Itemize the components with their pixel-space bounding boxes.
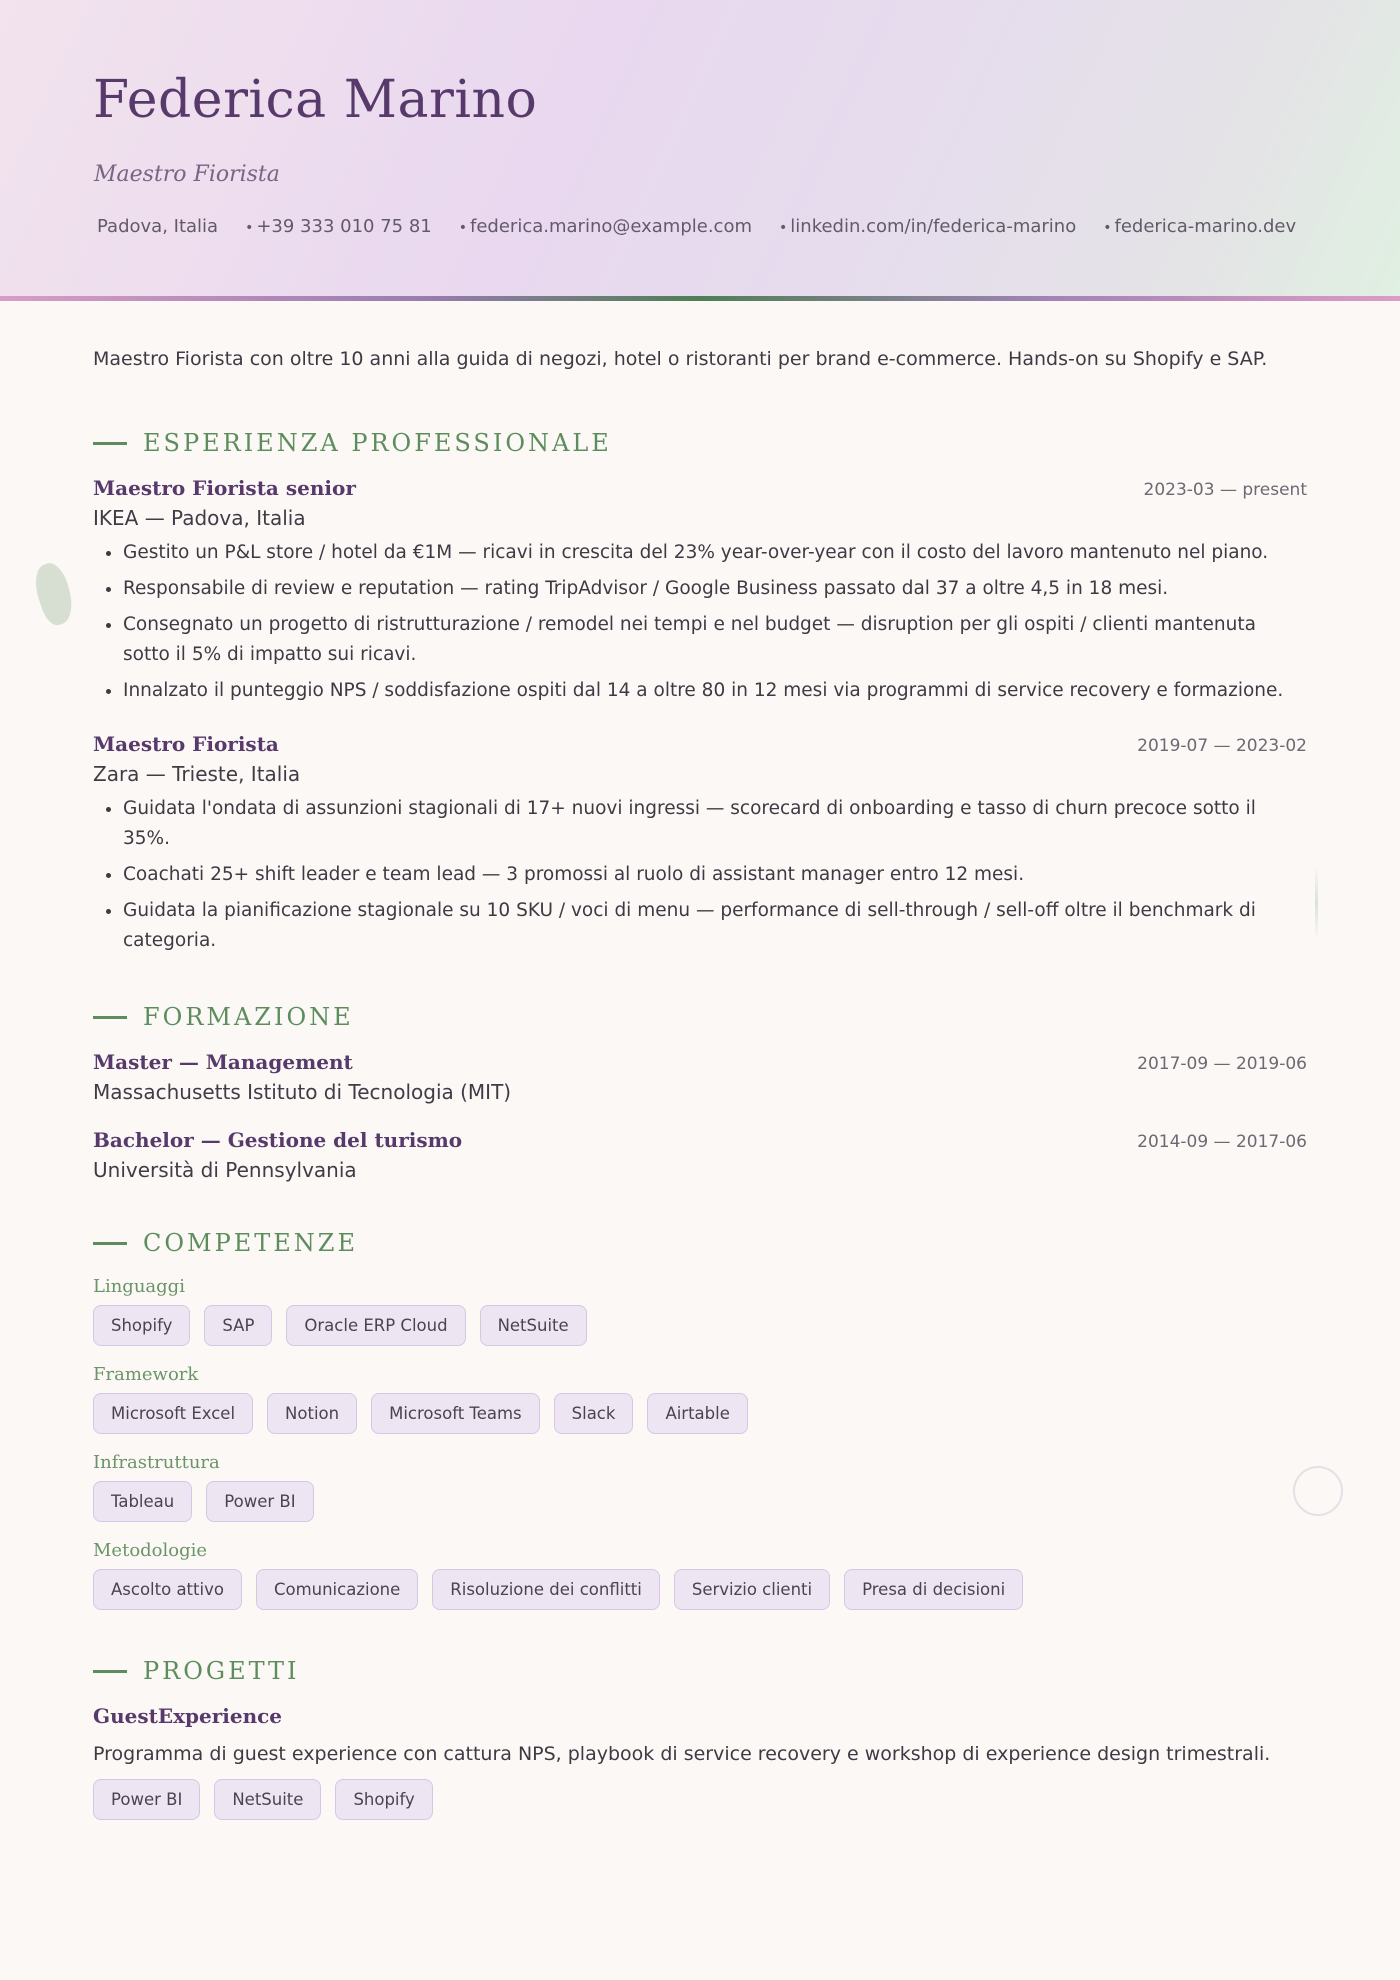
job-bullet: • Responsabile di review e reputation — rating TripAdvisor / Google Business passato dal 37 a oltre 4,5 in 18 mesi.	[123, 574, 1307, 604]
project-tag: Power BI	[93, 1779, 200, 1820]
degree-title: Bachelor — Gestione del turismo	[93, 1128, 463, 1152]
skill-tag: Microsoft Teams	[371, 1393, 540, 1434]
education-item	[93, 1128, 1307, 1182]
skill-tags	[93, 1481, 1307, 1522]
section-dash	[93, 1242, 127, 1245]
contact-location: Padova, Italia	[97, 216, 219, 237]
project-tags	[93, 1779, 1307, 1820]
job-bullet: • Consegnato un progetto di ristrutturazione / remodel nei tempi e nel budget — disruption per gli ospiti / clienti mantenuta sotto il 5% di impatto sui ricavi.	[123, 610, 1307, 670]
skill-tags	[93, 1305, 1307, 1346]
job-bullet: • Guidata la pianificazione stagionale su 10 SKU / voci di menu — performance di sell-through / sell-off oltre il benchmark di categoria.	[123, 896, 1307, 956]
job-dates: 2023-03 — present	[1143, 480, 1307, 500]
job-bullet: • Gestito un P&L store / hotel da €1M — ricavi in crescita del 23% year-over-year con il costo del lavoro mantenuto nel piano.	[123, 538, 1307, 568]
degree-dates: 2017-09 — 2019-06	[1137, 1054, 1307, 1074]
skill-tag: Microsoft Excel	[93, 1393, 253, 1434]
skill-tag: Notion	[267, 1393, 357, 1434]
skill-tag: Slack	[554, 1393, 634, 1434]
degree-institution: Massachusetts Istituto di Tecnologia (MIT)	[93, 1080, 512, 1104]
header-divider	[0, 296, 1400, 301]
skill-tag: Oracle ERP Cloud	[286, 1305, 465, 1346]
degree-dates: 2014-09 — 2017-06	[1137, 1132, 1307, 1152]
project-description: Programma di guest experience con cattura NPS, playbook di service recovery e workshop di experience design trimestrali.	[93, 1743, 1271, 1765]
education-item	[93, 1050, 1307, 1104]
skill-tag: Power BI	[206, 1481, 313, 1522]
job-dates: 2019-07 — 2023-02	[1137, 736, 1307, 756]
header-banner	[0, 0, 1400, 297]
skill-tags	[93, 1569, 1307, 1610]
candidate-name: Federica Marino	[93, 70, 538, 130]
job-bullet: • Innalzato il punteggio NPS / soddisfazione ospiti dal 14 a oltre 80 in 12 mesi via programmi di service recovery e formazione.	[123, 676, 1307, 706]
skill-tags	[93, 1393, 1307, 1434]
skill-tag: Presa di decisioni	[844, 1569, 1023, 1610]
contact-email[interactable]: • federica.marino@example.com	[458, 216, 753, 237]
contact-website[interactable]: • federica-marino.dev	[1103, 216, 1297, 237]
degree-title: Master — Management	[93, 1050, 353, 1074]
project-title: GuestExperience	[93, 1704, 283, 1728]
section-skills-heading: COMPETENZE	[93, 1222, 1307, 1264]
skill-category-label: Framework	[93, 1364, 199, 1385]
skill-tag: SAP	[204, 1305, 272, 1346]
section-experience-heading: ESPERIENZA PROFESSIONALE	[93, 422, 1307, 464]
skill-tag: Shopify	[93, 1305, 190, 1346]
skill-tag: Servizio clienti	[674, 1569, 830, 1610]
job-bullet: • Guidata l'ondata di assunzioni stagionali di 17+ nuovi ingressi — scorecard di onboarding e tasso di churn precoce sotto il 35%.	[123, 794, 1307, 854]
degree-institution: Università di Pennsylvania	[93, 1158, 357, 1182]
skill-category-label: Linguaggi	[93, 1276, 185, 1297]
candidate-role: Maestro Fiorista	[94, 162, 280, 187]
leaf-decoration	[29, 560, 79, 629]
summary-text: Maestro Fiorista con oltre 10 anni alla guida di negozi, hotel o ristoranti per brand e-commerce. Hands-on su Shopify e SAP.	[93, 348, 1268, 370]
project-tag: NetSuite	[214, 1779, 321, 1820]
section-education-heading: FORMAZIONE	[93, 996, 1307, 1038]
skill-tag: Comunicazione	[256, 1569, 418, 1610]
skill-tag: Airtable	[647, 1393, 747, 1434]
job-organization: Zara — Trieste, Italia	[93, 762, 301, 786]
job-organization: IKEA — Padova, Italia	[93, 506, 306, 530]
experience-item	[93, 476, 1307, 706]
contact-list	[94, 216, 1296, 237]
resume-body	[93, 338, 1307, 1838]
job-bullet: • Coachati 25+ shift leader e team lead — 3 promossi al ruolo di assistant manager entro 12 mesi.	[123, 860, 1307, 890]
project-tag: Shopify	[335, 1779, 432, 1820]
skill-category-label: Infrastruttura	[93, 1452, 220, 1473]
section-dash	[93, 442, 127, 445]
experience-item	[93, 732, 1307, 956]
section-dash	[93, 1670, 127, 1673]
job-title: Maestro Fiorista senior	[93, 476, 356, 500]
contact-phone[interactable]: • +39 333 010 75 81	[245, 216, 432, 237]
skill-tag: Tableau	[93, 1481, 192, 1522]
skill-tag: Risoluzione dei conflitti	[432, 1569, 660, 1610]
skill-category-label: Metodologie	[93, 1540, 208, 1561]
job-bullets	[93, 794, 1307, 956]
line-decoration	[1315, 866, 1318, 940]
skill-tag: Ascolto attivo	[93, 1569, 242, 1610]
job-bullets	[93, 538, 1307, 706]
job-title: Maestro Fiorista	[93, 732, 279, 756]
contact-linkedin[interactable]: • linkedin.com/in/federica-marino	[779, 216, 1077, 237]
project-item	[93, 1704, 1307, 1820]
skill-tag: NetSuite	[480, 1305, 587, 1346]
section-dash	[93, 1016, 127, 1019]
section-projects-heading: PROGETTI	[93, 1650, 1307, 1692]
